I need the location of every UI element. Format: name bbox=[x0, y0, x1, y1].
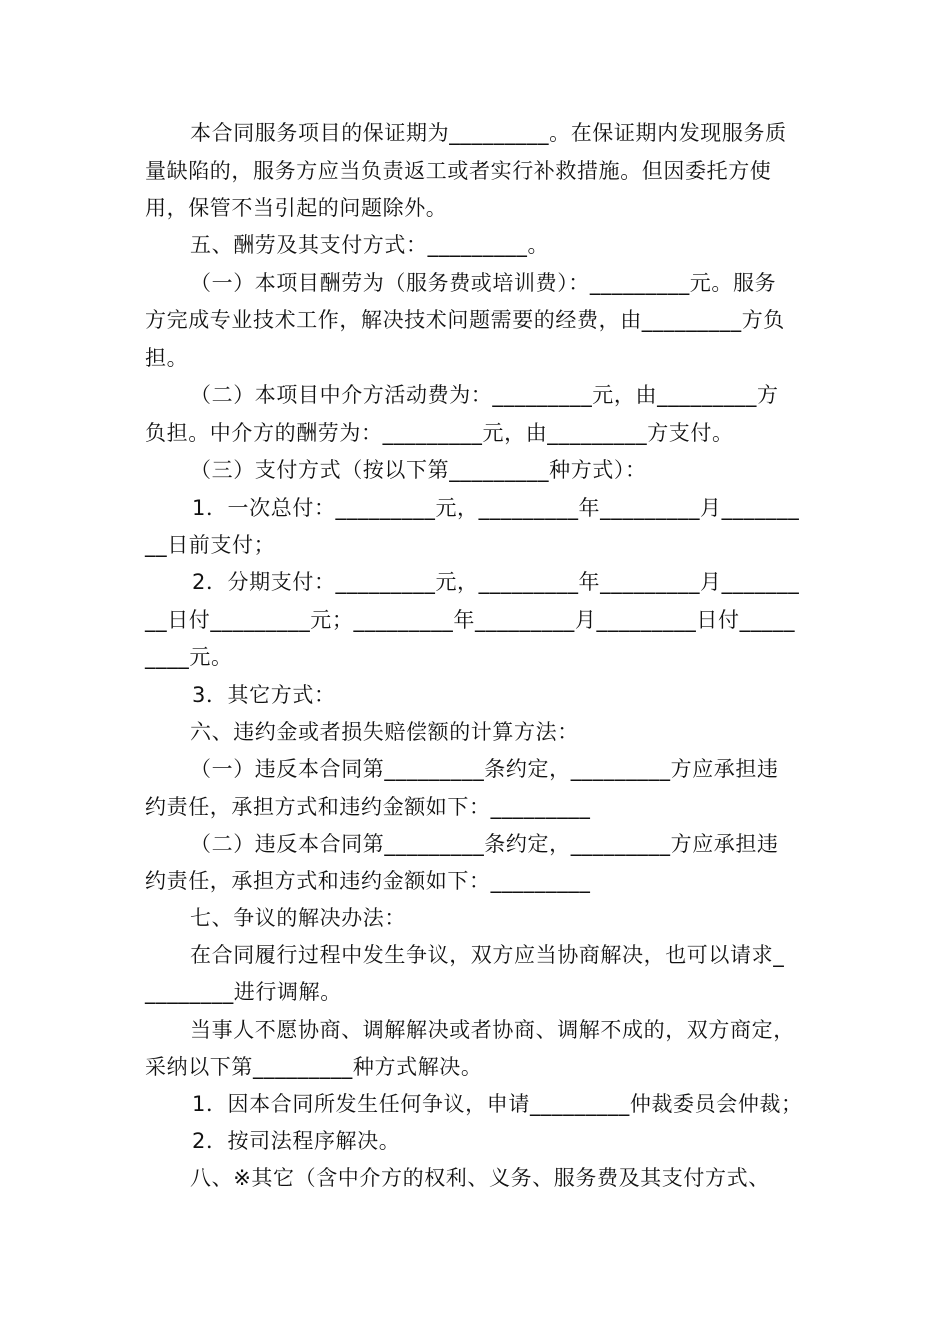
text-line: 采纳以下第_________种方式解决。 bbox=[145, 1055, 483, 1079]
text-line: __日前支付； bbox=[145, 533, 276, 557]
text-line: 1．一次总付：_________元，_________年_________月_______ bbox=[192, 496, 800, 520]
text-line: 1．因本合同所发生任何争议，申请_________仲裁委员会仲裁； bbox=[192, 1092, 803, 1116]
text-line: （三）支付方式（按以下第_________种方式）： bbox=[190, 458, 647, 482]
text-line: （二）违反本合同第_________条约定，_________方应承担违 bbox=[190, 832, 779, 856]
section-heading: 六、违约金或者损失赔偿额的计算方法： bbox=[190, 720, 579, 744]
text-line: （一）违反本合同第_________条约定，_________方应承担违 bbox=[190, 757, 779, 781]
text-line: 担。 bbox=[145, 346, 189, 370]
section-heading: 五、酬劳及其支付方式：_________。 bbox=[190, 233, 550, 257]
text-line: 负担。中介方的酬劳为：_________元，由_________方支付。 bbox=[145, 421, 734, 445]
text-line: ________进行调解。 bbox=[145, 980, 342, 1004]
text-line: 量缺陷的，服务方应当负责返工或者实行补救措施。但因委托方使 bbox=[145, 159, 772, 183]
text-line: ____元。 bbox=[145, 645, 233, 669]
text-line: 约责任，承担方式和违约金额如下：_________ bbox=[145, 869, 591, 893]
text-line: （一）本项目酬劳为（服务费或培训费）：_________元。服务 bbox=[190, 271, 777, 295]
text-line: 当事人不愿协商、调解解决或者协商、调解不成的，双方商定， bbox=[190, 1018, 795, 1042]
text-line: 方完成专业技术工作，解决技术问题需要的经费，由_________方负 bbox=[145, 308, 785, 332]
text-line: 3．其它方式： bbox=[192, 683, 336, 707]
text-line: 2．分期支付：_________元，_________年_________月_______ bbox=[192, 570, 800, 594]
section-heading: 八、※其它（含中介方的权利、义务、服务费及其支付方式、 bbox=[190, 1166, 770, 1190]
text-line: 在合同履行过程中发生争议，双方应当协商解决，也可以请求_ bbox=[190, 943, 785, 967]
text-line: 本合同服务项目的保证期为_________。在保证期内发现服务质 bbox=[190, 121, 787, 145]
text-line: 用，保管不当引起的问题除外。 bbox=[145, 196, 448, 220]
text-line: 约责任，承担方式和违约金额如下：_________ bbox=[145, 795, 591, 819]
text-line: （二）本项目中介方活动费为：_________元，由_________方 bbox=[190, 383, 779, 407]
section-heading: 七、争议的解决办法： bbox=[190, 906, 406, 930]
text-line: 2．按司法程序解决。 bbox=[192, 1129, 401, 1153]
text-line: __日付_________元；_________年_________月_________日付_____ bbox=[145, 608, 796, 632]
